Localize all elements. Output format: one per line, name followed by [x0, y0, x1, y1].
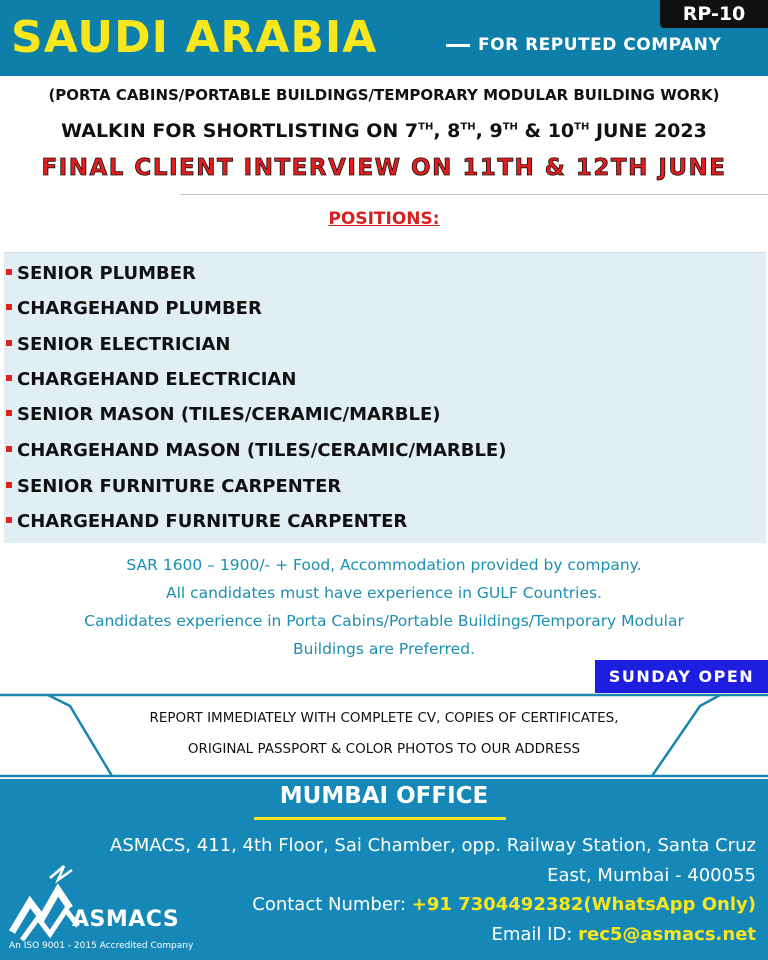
bullet-icon — [6, 517, 12, 523]
list-item: CHARGEHAND PLUMBER — [6, 294, 262, 324]
office-address: ASMACS, 411, 4th Floor, Sai Chamber, opp. Railway Station, Santa Cruz — [110, 835, 756, 856]
list-item: CHARGEHAND FURNITURE CARPENTER — [6, 507, 407, 537]
bullet-icon — [6, 269, 12, 275]
country-title: SAUDI ARABIA — [11, 12, 378, 63]
list-item: SENIOR PLUMBER — [6, 259, 196, 289]
list-item: SENIOR MASON (TILES/CERAMIC/MARBLE) — [6, 400, 441, 430]
experience-requirement: All candidates must have experience in GULF Countries. — [165, 584, 603, 602]
company-subtitle: FOR REPUTED COMPANY — [478, 35, 722, 55]
work-scope: (PORTA CABINS/PORTABLE BUILDINGS/TEMPORARY MODULAR BUILDING WORK) — [48, 86, 720, 104]
phone-link[interactable]: +91 7304492382(WhatsApp Only) — [411, 894, 756, 915]
preferred-experience: Candidates experience in Porta Cabins/Portable Buildings/Temporary Modular — [84, 612, 684, 630]
logo-wordmark: ASMACS — [72, 907, 180, 932]
report-instruction: REPORT IMMEDIATELY WITH COMPLETE CV, COPIES OF CERTIFICATES, — [149, 710, 619, 726]
bullet-icon — [6, 446, 12, 452]
divider — [180, 194, 768, 195]
client-interview-notice: FINAL CLIENT INTERVIEW ON 11TH & 12TH JUNE — [41, 155, 727, 181]
email-line: Email ID: rec5@asmacs.net — [491, 924, 756, 945]
bullet-icon — [6, 340, 12, 346]
title-underline — [254, 817, 506, 820]
walkin-dates: WALKIN FOR SHORTLISTING ON 7TH, 8TH, 9TH & 10TH JUNE 2023 — [61, 120, 707, 142]
bullet-icon — [6, 304, 12, 310]
list-item: CHARGEHAND MASON (TILES/CERAMIC/MARBLE) — [6, 436, 506, 466]
reference-code-badge: RP-10 — [660, 0, 768, 28]
office-address-cont: East, Mumbai - 400055 — [547, 865, 756, 886]
bullet-icon — [6, 375, 12, 381]
positions-list — [4, 252, 766, 543]
bullet-icon — [6, 410, 12, 416]
report-banner-frame — [0, 692, 768, 778]
list-item: SENIOR ELECTRICIAN — [6, 330, 230, 360]
office-title: MUMBAI OFFICE — [279, 783, 489, 809]
preferred-experience-cont: Buildings are Preferred. — [293, 640, 475, 658]
contact-number: Contact Number: +91 7304492382(WhatsApp Only) — [252, 894, 756, 915]
email-link[interactable]: rec5@asmacs.net — [578, 924, 756, 945]
bullet-icon — [6, 482, 12, 488]
list-item: CHARGEHAND ELECTRICIAN — [6, 365, 296, 395]
list-item: SENIOR FURNITURE CARPENTER — [6, 472, 341, 502]
header-banner — [0, 0, 768, 76]
sunday-open-badge: SUNDAY OPEN — [595, 660, 768, 693]
positions-heading: POSITIONS: — [328, 209, 440, 229]
salary-info: SAR 1600 – 1900/- + Food, Accommodation provided by company. — [126, 556, 642, 574]
report-instruction-cont: ORIGINAL PASSPORT & COLOR PHOTOS TO OUR ADDRESS — [187, 741, 581, 757]
dash-divider — [446, 44, 470, 47]
iso-tagline: An ISO 9001 - 2015 Accredited Company — [9, 941, 194, 951]
